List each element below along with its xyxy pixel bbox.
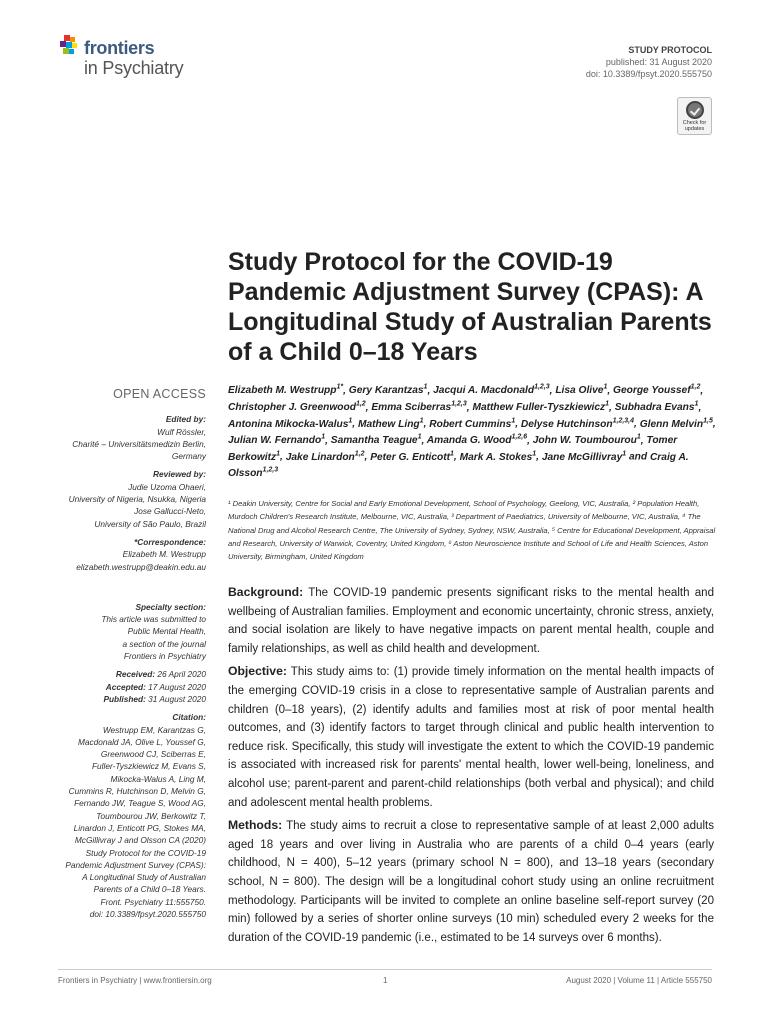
- citation-line: Pandemic Adjustment Survey (CPAS):: [65, 859, 206, 870]
- author-separator: ,: [549, 385, 556, 397]
- correspondence-label: *Correspondence:: [134, 536, 206, 547]
- author-affiliation-marker: 1: [622, 450, 627, 458]
- received-label: Received:: [115, 669, 156, 680]
- citation-section: [58, 711, 206, 920]
- author-name: Matthew Fuller-Tyszkiewicz: [472, 401, 606, 413]
- article-meta: [586, 44, 712, 80]
- author-name: Tomer Berkowitz: [228, 435, 678, 463]
- abstract: [228, 583, 714, 951]
- author-name: Craig A. Olsson: [228, 451, 689, 480]
- author[interactable]: [370, 452, 454, 463]
- received-date: [58, 668, 206, 680]
- correspondence-email-link[interactable]: elizabeth.westrupp@deakin.edu.au: [76, 561, 206, 572]
- author-separator: ,: [352, 418, 358, 430]
- author-name: Christopher J. Greenwood: [228, 401, 356, 413]
- author[interactable]: [358, 419, 424, 430]
- author[interactable]: [286, 452, 365, 463]
- citation-line: A Longitudinal Study of Australian: [82, 872, 206, 883]
- author-name: Subhadra Evans: [614, 401, 695, 413]
- author[interactable]: [555, 385, 607, 396]
- author-affiliation-marker: 1: [423, 384, 428, 391]
- specialty-section: [58, 601, 206, 662]
- author[interactable]: [614, 400, 702, 413]
- author-name: Samantha Teague: [330, 435, 418, 447]
- author-affiliation-marker: 1,2,3,4: [612, 417, 635, 425]
- author-separator: ,: [325, 435, 331, 447]
- citation-line: McGillivray J and Olsson CA (2020): [74, 835, 206, 846]
- author-separator: ,: [527, 435, 533, 447]
- author-name: Elizabeth M. Westrupp: [228, 385, 337, 397]
- author[interactable]: [433, 385, 550, 396]
- author[interactable]: [228, 385, 343, 396]
- abstract-objective: [228, 662, 714, 812]
- author[interactable]: [349, 385, 428, 396]
- author[interactable]: [228, 435, 325, 446]
- author-separator: ,: [280, 451, 286, 463]
- logo-brand-text: frontiers: [84, 38, 155, 58]
- author-separator: ,: [515, 418, 521, 430]
- author-affiliation-marker: 1: [419, 417, 424, 425]
- editor-affiliation: Germany: [171, 451, 206, 462]
- author-separator: ,: [536, 451, 542, 463]
- author[interactable]: [640, 419, 713, 430]
- author[interactable]: [533, 435, 641, 446]
- author-name: Robert Cummins: [429, 418, 512, 430]
- author-name: Emma Sciberras: [371, 401, 452, 413]
- author[interactable]: [331, 435, 422, 446]
- citation-line: Greenwood CJ, Sciberras E,: [100, 749, 206, 760]
- author-affiliation-marker: 1: [605, 400, 610, 408]
- citation-line: Front. Psychiatry 11:555750.: [100, 896, 206, 907]
- author-name: Peter G. Enticott: [370, 451, 451, 463]
- specialty-label: Specialty section:: [135, 601, 206, 612]
- author-affiliation-marker: 1,2: [355, 400, 366, 408]
- check-updates-label: [678, 120, 711, 132]
- citation-line: Westrupp EM, Karantzas G,: [102, 724, 206, 735]
- author-name: Jacqui A. Macdonald: [433, 385, 535, 397]
- author-affiliation-marker: 1: [532, 450, 537, 458]
- methods-text: The study aims to recruit a close to representative sample of at least 2,000 adults aged 18 years and over living in Australia who are parents of a child 0–4 years (early childhood, N = 400), 5–12 years (primary school N = 800), and 13–18 years (secondary school, N = 800). The design will be a longitudinal cohort study using an online recruitment methodology. Participants will be invited to complete an online baseline self-report survey (20 min) followed by a series of shorter online surveys (10 min) scheduled every 2 weeks for the duration of the COVID-19 pandemic (i.e., estimated to be 14 surveys over 6 months).: [228, 820, 714, 944]
- check-updates-label-line: updates: [684, 126, 705, 132]
- author-name: John W. Toumbourou: [532, 435, 637, 447]
- editor-affiliation: Charité – Universitätsmedizin Berlin,: [72, 438, 206, 449]
- author-separator: ,: [466, 401, 473, 413]
- objective-text: This study aims to: (1) provide timely information on the mental health impacts of the emerging COVID-19 crisis in a close to representative sample of Australian parents and children (0–18 years), (2) identify adults and families most at risk of poor mental health outcomes, and (3) identify factors to target through clinical and public health intervention to reduce risk. Specifically, this study will investigate the extent to which the COVID-19 pandemic is associated with increased risk for parents' mental health, lower well-being, loneliness, and alcohol use; parent-parent and parent-child relationships (both verbal and physical); and child and adolescent mental health problems.: [228, 666, 714, 809]
- author-separator: ,: [712, 418, 716, 430]
- page-number: 1: [383, 976, 388, 985]
- author-name: George Youssef: [613, 385, 691, 397]
- author-separator: ,: [427, 385, 434, 397]
- specialty-line: Frontiers in Psychiatry: [123, 651, 206, 662]
- abstract-background: [228, 583, 714, 658]
- author-affiliation-marker: 1,2,6: [511, 433, 528, 441]
- article-title: Study Protocol for the COVID-19 Pandemic Adjustment Survey (CPAS): A Longitudinal Study of Australian Parents of a Child 0–18 Years: [228, 248, 712, 366]
- author-affiliation-marker: 1,2: [690, 384, 701, 391]
- specialty-line: This article was submitted to: [101, 614, 206, 625]
- author-affiliation-marker: 1: [276, 450, 281, 458]
- check-updates-label-line: Check for: [682, 120, 707, 126]
- reviewer-line: Judie Uzoma Ohaeri,: [128, 481, 206, 492]
- author-affiliation-marker: 1: [450, 450, 454, 458]
- received-value: 26 April 2020: [157, 669, 206, 680]
- citation-label: Citation:: [172, 712, 206, 723]
- methods-heading: Methods:: [228, 818, 283, 833]
- published-date-sidebar: [58, 693, 206, 705]
- author-separator: ,: [421, 435, 427, 447]
- author[interactable]: [228, 402, 366, 413]
- article-type: STUDY PROTOCOL: [628, 45, 712, 55]
- author-affiliation-marker: 1: [321, 433, 326, 441]
- author-separator: and: [626, 451, 650, 463]
- citation-line: Linardon J, Enticott PG, Stokes MA,: [73, 822, 206, 833]
- correspondence-name: Elizabeth M. Westrupp: [122, 549, 206, 560]
- article-doi[interactable]: doi: 10.3389/fpsyt.2020.555750: [585, 69, 712, 79]
- author[interactable]: [429, 419, 515, 430]
- citation-line: Mikocka-Walus A, Ling M,: [110, 773, 206, 784]
- author-separator: ,: [634, 418, 640, 430]
- citation-line: doi: 10.3389/fpsyt.2020.555750: [89, 908, 206, 919]
- author-separator: ,: [364, 451, 371, 463]
- reviewer-line: Jose Gallucci-Neto,: [134, 506, 206, 517]
- abstract-methods: [228, 816, 714, 947]
- author[interactable]: [542, 452, 626, 463]
- specialty-line: a section of the journal: [122, 638, 206, 649]
- citation-text: [58, 724, 206, 921]
- author-affiliation-marker: 1: [511, 417, 516, 425]
- author-name: Antonina Mikocka-Walus: [228, 418, 349, 430]
- author-name: Mathew Ling: [357, 418, 420, 430]
- author-name: Jake Linardon: [285, 451, 355, 463]
- reviewed-by-section: [58, 468, 206, 529]
- published-value: 31 August 2020: [148, 693, 206, 704]
- objective-heading: Objective:: [228, 664, 287, 679]
- reviewer-line: University of São Paulo, Brazil: [94, 518, 206, 529]
- author-name: Amanda G. Wood: [426, 435, 512, 447]
- author[interactable]: [460, 452, 537, 463]
- author-affiliation-marker: 1,2: [354, 450, 365, 458]
- published-date: published: 31 August 2020: [605, 57, 712, 67]
- reviewed-by-label: Reviewed by:: [152, 469, 206, 480]
- editor-name: Wulf Rössler,: [157, 426, 206, 437]
- citation-line: Study Protocol for the COVID-19: [85, 847, 206, 858]
- background-text: The COVID-19 pandemic presents significant risks to the mental health and wellbeing of Australian families. Employment and economic uncertainty, chronic stress, anxiety, and social isolation are likely to have negative impacts on parent mental health, couple and family relationships, as well as child health and development.: [228, 587, 715, 655]
- open-access-label: OPEN ACCESS: [113, 387, 206, 401]
- author-separator: ,: [423, 418, 430, 430]
- frontiers-logo-icon: [58, 34, 82, 58]
- author[interactable]: [521, 419, 634, 430]
- author[interactable]: [613, 385, 700, 396]
- author-separator: ,: [607, 385, 614, 397]
- author-affiliation-marker: 1: [694, 400, 699, 408]
- footer-divider: [58, 969, 712, 970]
- dates-section: [58, 668, 206, 705]
- author[interactable]: [472, 402, 609, 413]
- edited-by-label: Edited by:: [165, 414, 206, 425]
- author-separator: ,: [453, 451, 460, 463]
- author-affiliation-marker: 1: [348, 417, 353, 425]
- accepted-value: 17 August 2020: [148, 681, 206, 692]
- author-name: Lisa Olive: [555, 385, 604, 397]
- author-affiliation-marker: 1*: [336, 384, 344, 391]
- author-separator: ,: [609, 401, 615, 413]
- author-affiliation-marker: 1: [636, 433, 641, 441]
- author-separator: ,: [365, 401, 372, 413]
- author-name: Julian W. Fernando: [228, 435, 322, 447]
- author[interactable]: [228, 419, 352, 430]
- correspondence-section: [58, 536, 206, 573]
- footer-issue-info: August 2020 | Volume 11 | Article 555750: [566, 976, 712, 985]
- logo-journal-text: in Psychiatry: [84, 58, 184, 78]
- author-affiliation-marker: 1: [417, 433, 422, 441]
- author-affiliation-marker: 1,2,3: [262, 466, 279, 474]
- citation-line: Parents of a Child 0–18 Years.: [93, 884, 206, 895]
- author-separator: ,: [700, 385, 704, 397]
- author-affiliation-marker: 1,5: [703, 417, 713, 425]
- published-label: Published:: [103, 693, 146, 704]
- author-name: Gery Karantzas: [348, 385, 424, 397]
- affiliations: ¹ Deakin University, Centre for Social and Early Emotional Development, School of Psychology, Geelong, VIC, Australia, ² Population Health, Murdoch Children's Research Institute, Melbourne, VIC, Australia, ³ Department of Paediatrics, University of Melbourne, VIC, Australia, ⁴ The National Drug and Alcohol Research Centre, The University of Sydney, Sydney, NSW, Australia, ⁵ Centre for Educational Development, Appraisal and Research, University of Warwick, Coventry, United Kingdom, ⁶ Aston Neuroscience Institute and School of Life and Health Sciences, Aston University, Birmingham, United Kingdom: [228, 499, 716, 562]
- author-separator: ,: [640, 435, 647, 447]
- check-for-updates-badge[interactable]: [677, 97, 712, 135]
- journal-logo: [58, 32, 218, 82]
- article-sidebar: [58, 388, 206, 926]
- accepted-date: [58, 681, 206, 693]
- citation-line: Fernando JW, Teague S, Wood AG,: [74, 798, 206, 809]
- author-affiliation-marker: 1: [603, 384, 608, 391]
- author-separator: ,: [698, 401, 702, 413]
- author-affiliation-marker: 1,2,3: [534, 384, 550, 391]
- author-list: [228, 381, 718, 481]
- author-name: Glenn Melvin: [639, 418, 704, 430]
- author-name: Mark A. Stokes: [459, 451, 533, 463]
- background-heading: Background:: [228, 585, 304, 599]
- accepted-label: Accepted:: [105, 681, 146, 692]
- citation-line: Fuller-Tyszkiewicz M, Evans S,: [91, 761, 206, 772]
- citation-line: Cummins R, Hutchinson D, Melvin G,: [68, 786, 206, 797]
- author-affiliation-marker: 1,2,3: [451, 400, 467, 408]
- author-name: Jane McGillivray: [541, 451, 623, 463]
- footer-journal-link[interactable]: Frontiers in Psychiatry | www.frontiersin.org: [58, 976, 212, 985]
- edited-by-section: [58, 413, 206, 462]
- specialty-line: Public Mental Health,: [127, 626, 206, 637]
- author-name: Delyse Hutchinson: [520, 418, 613, 430]
- author[interactable]: [371, 402, 466, 413]
- author-separator: ,: [343, 385, 349, 397]
- check-updates-icon: [686, 101, 704, 119]
- reviewer-line: University of Nigeria, Nsukka, Nigeria: [68, 494, 206, 505]
- citation-line: Toumbourou JW, Berkowitz T,: [96, 810, 206, 821]
- citation-line: Macdonald JA, Olive L, Youssef G,: [77, 736, 206, 747]
- author[interactable]: [427, 435, 527, 446]
